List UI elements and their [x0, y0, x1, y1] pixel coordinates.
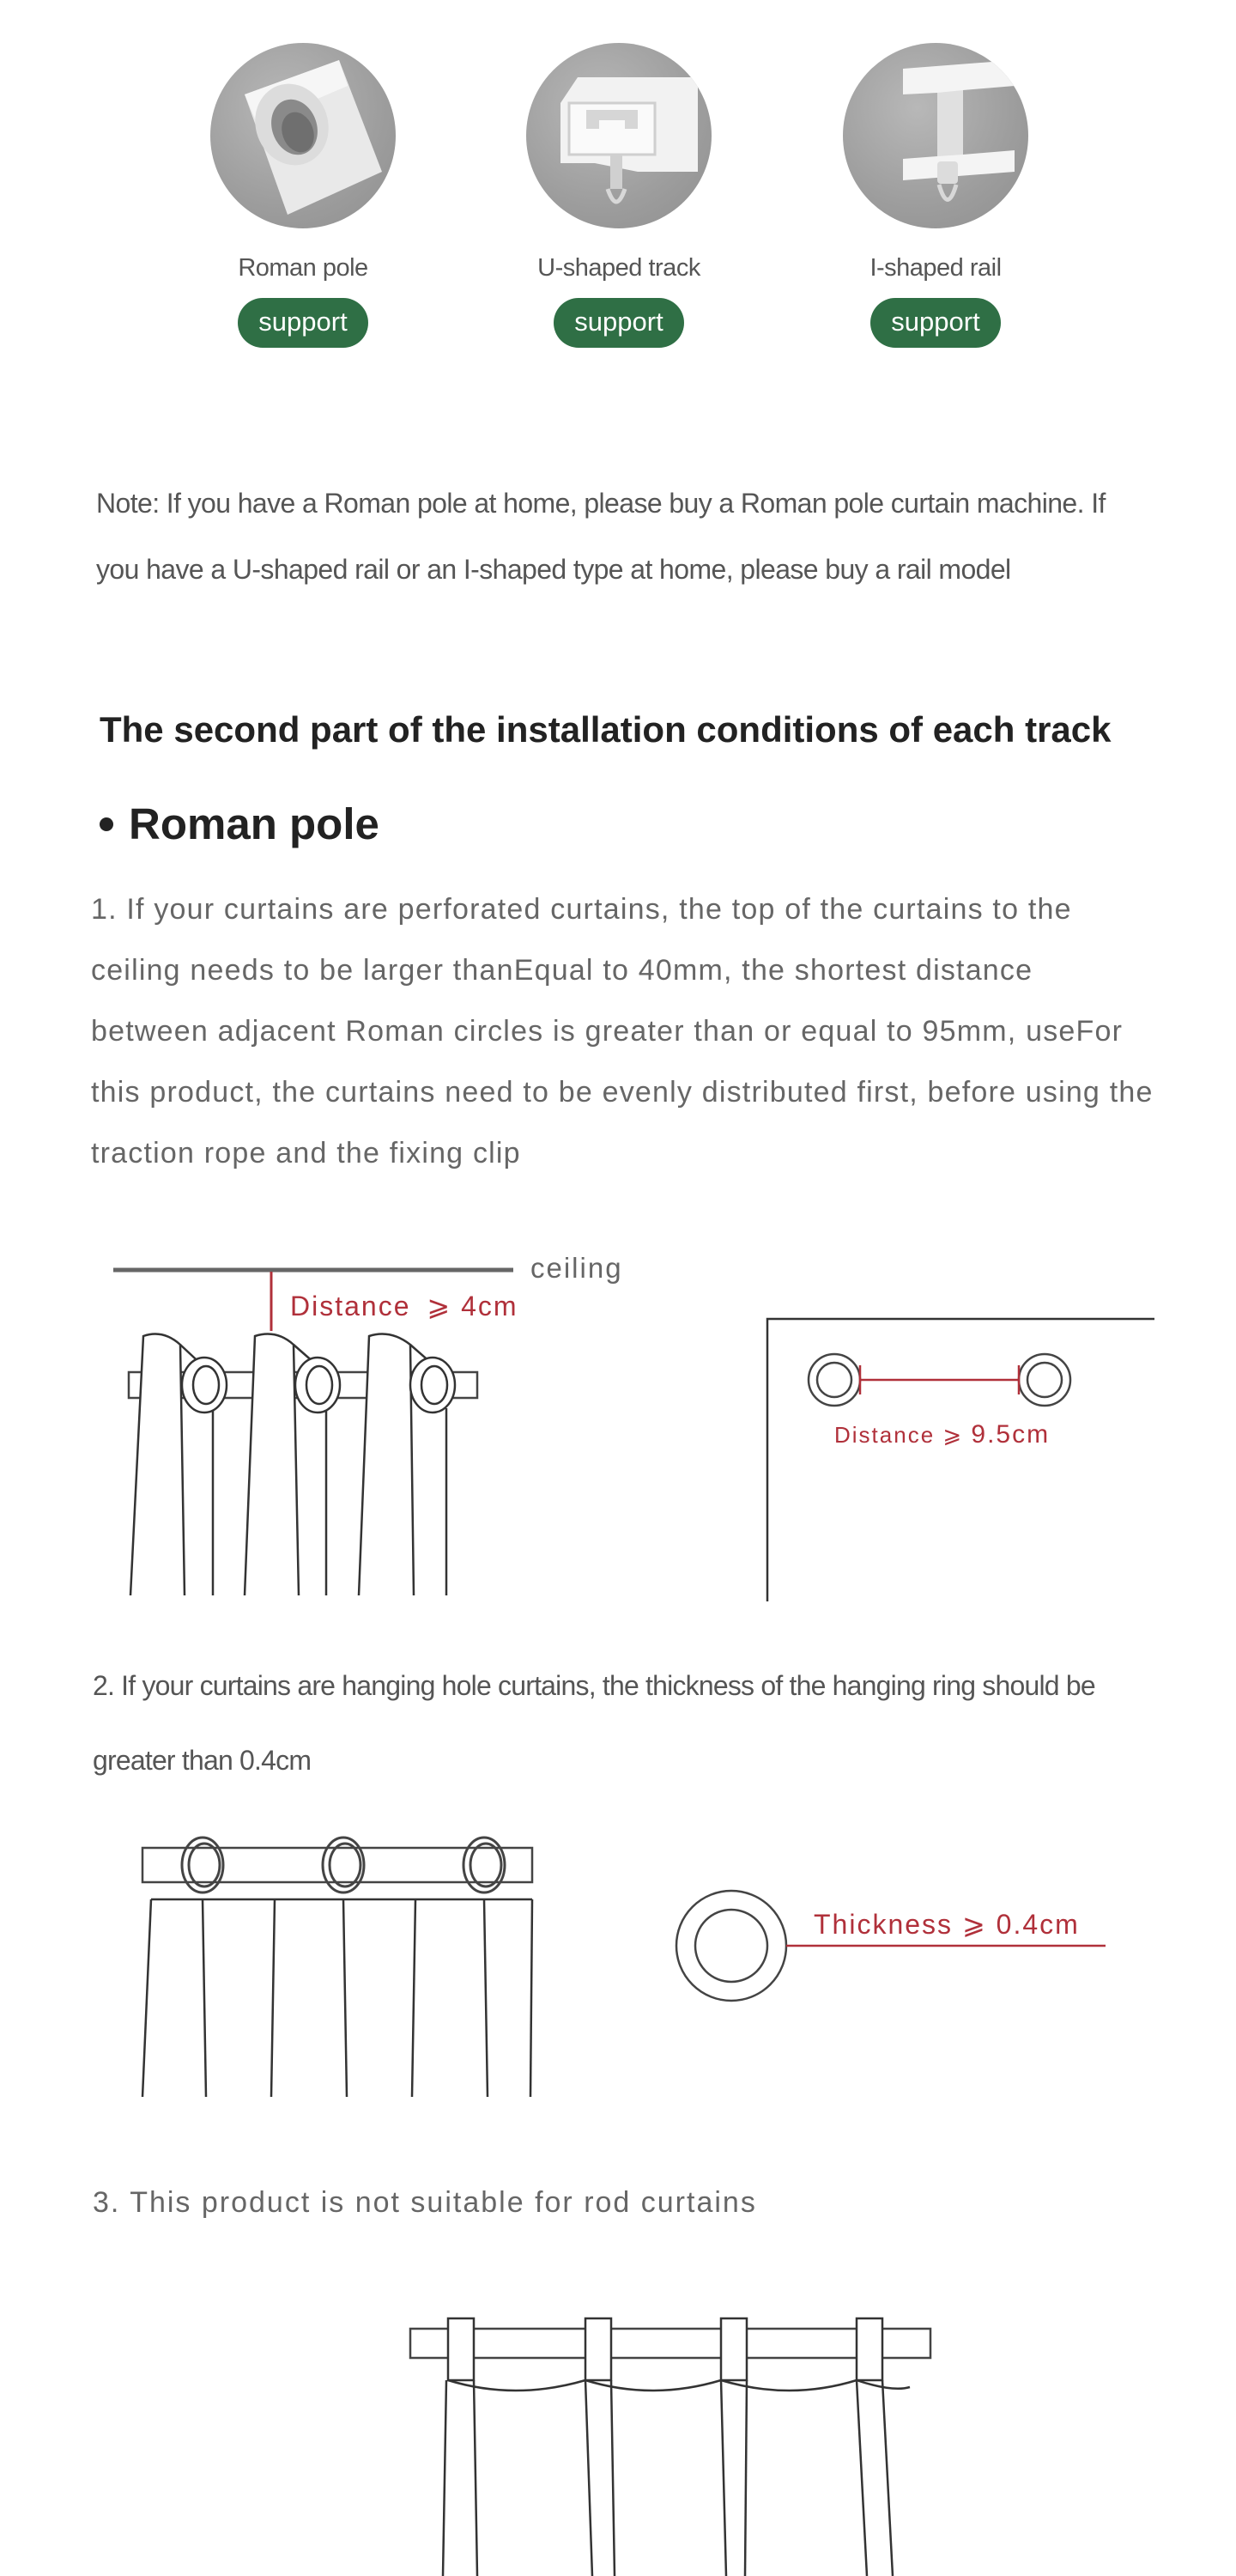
instruction-item-2: 2. If your curtains are hanging hole curtains, the thickness of the hanging ring should be greater than 0.4cm [93, 1670, 1095, 1776]
distance-label: Distance [290, 1291, 411, 1321]
i-rail-icon [843, 43, 1028, 228]
bullet-icon [100, 817, 113, 831]
spacing-value: 9.5cm [971, 1420, 1051, 1449]
svg-text:Thickness ⩾ 0.4cm: Thickness ⩾ 0.4cm [814, 1909, 1080, 1940]
distance-value: 4cm [461, 1291, 518, 1321]
thickness-value: 0.4cm [996, 1909, 1080, 1940]
rod-curtain-diagram [0, 2301, 1236, 2576]
grommet-rings [182, 1358, 455, 1413]
thickness-label: Thickness [814, 1909, 954, 1940]
hanging-rings [182, 1838, 505, 1893]
svg-text:Distance ⩾ 9.5cm: Distance ⩾ 9.5cm [834, 1420, 1051, 1449]
subsection-label: Roman pole [129, 799, 379, 848]
rod [410, 2329, 930, 2358]
subsection-title [100, 799, 379, 849]
track-card-roman-pole [209, 43, 397, 348]
svg-text:Distance ⩾ 4cm: Distance ⩾ 4cm [290, 1291, 518, 1321]
curtain-panel [142, 1899, 532, 2097]
ceiling-label: ceiling [530, 1252, 623, 1284]
track-card-i-rail [841, 43, 1030, 348]
u-track-icon [526, 43, 712, 228]
curtain-outline [767, 1319, 1154, 1601]
support-badge: support [238, 298, 368, 348]
instruction-item-1: 1. If your curtains are perforated curtains, the top of the curtains to the ceiling needs to be larger thanEqual to 40mm, the shortest distance between adjacent Roman circles is greater than or equal to 95mm, useFor this product, the curtains need to be evenly distributed first, before using the traction rope and the fixing clip [91, 893, 1154, 1170]
instruction-item-3: 3. This product is not suitable for rod curtains [93, 2186, 757, 2219]
ring-detail [676, 1891, 786, 2001]
spacing-label: Distance [834, 1422, 936, 1448]
curtain-folds [130, 1334, 446, 1595]
support-badge: support [870, 298, 1001, 348]
section-title: The second part of the installation conditions of each track [100, 709, 1112, 750]
eyelet-curtain-diagram [0, 1236, 1236, 1614]
roman-pole-icon [210, 43, 396, 228]
track-card-u-track [524, 43, 713, 348]
hanging-ring-diagram [0, 1820, 1236, 2112]
note-text: Note: If you have a Roman pole at home, please buy a Roman pole curtain machine. If you have a U-shaped rail or an I-shaped type at home, please buy a rail model [96, 488, 1106, 585]
track-name: U-shaped track [537, 254, 700, 282]
track-name: I-shaped rail [869, 254, 1002, 282]
track-name: Roman pole [238, 254, 368, 282]
curtain-folds [443, 2380, 910, 2576]
support-badge: support [554, 298, 684, 348]
